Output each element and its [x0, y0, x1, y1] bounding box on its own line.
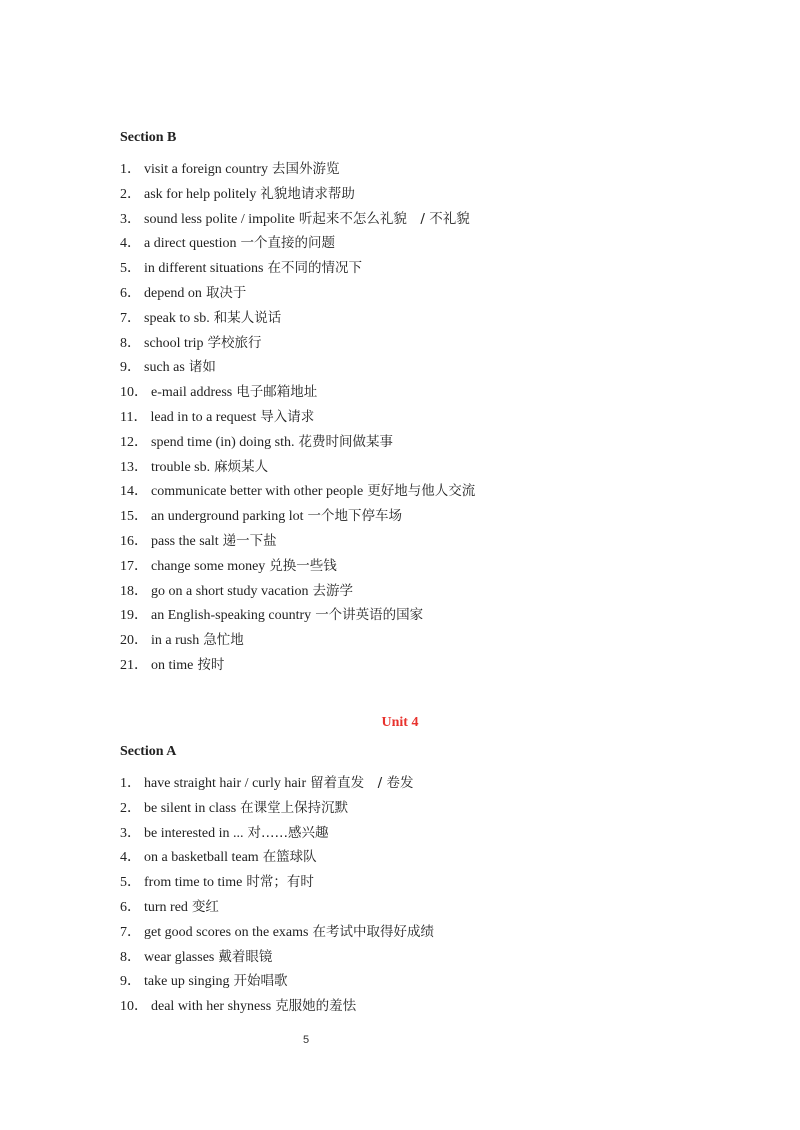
item-number: 19．	[120, 608, 148, 624]
english-phrase: deal with her shyness	[151, 999, 272, 1015]
chinese-translation: 去国外游览	[272, 161, 340, 177]
chinese-translation: 听起来不怎么礼貌 / 不礼貌	[298, 210, 470, 227]
english-phrase: a direct question	[144, 236, 237, 252]
chinese-translation: 克服她的羞怯	[275, 998, 357, 1015]
item-number: 16．	[120, 533, 148, 549]
chinese-translation: 开始唱歌	[233, 973, 288, 990]
english-phrase: ask for help politely	[144, 186, 257, 202]
chinese-translation: 礼貌地请求帮助	[260, 185, 355, 202]
english-phrase: from time to time	[144, 875, 243, 891]
list-item	[120, 457, 475, 482]
english-phrase: an underground parking lot	[151, 509, 304, 525]
chinese-translation: 学校旅行	[207, 334, 262, 351]
chinese-translation: 对……感兴趣	[247, 824, 329, 841]
list-item	[120, 605, 475, 630]
chinese-translation: 一个地下停车场	[307, 508, 403, 525]
list-item	[120, 481, 475, 506]
item-number: 1．	[120, 776, 141, 791]
list-item	[120, 333, 475, 358]
chinese-translation: 递一下盐	[222, 532, 277, 549]
list-item	[120, 184, 475, 209]
list-item	[120, 407, 475, 432]
chinese-translation: 在课堂上保持沉默	[240, 799, 349, 816]
english-phrase: school trip	[144, 335, 204, 351]
list-item	[120, 283, 475, 308]
section-b-phrase-list	[120, 159, 475, 680]
chinese-translation: 更好地与他人交流	[367, 483, 476, 500]
list-item	[120, 556, 475, 581]
item-number: 5．	[120, 261, 141, 277]
item-number: 10．	[120, 999, 148, 1015]
english-phrase: be silent in class	[144, 800, 237, 816]
english-phrase: such as	[144, 360, 185, 376]
chinese-translation: 一个直接的问题	[240, 235, 336, 252]
item-number: 2．	[120, 800, 141, 816]
english-phrase: turn red	[144, 899, 188, 915]
list-item	[120, 630, 475, 655]
section-b-heading: Section B	[120, 130, 177, 145]
english-phrase: communicate better with other people	[151, 484, 364, 500]
list-item	[120, 823, 434, 848]
english-phrase: get good scores on the exams	[144, 924, 309, 940]
chinese-translation: 一个讲英语的国家	[315, 607, 424, 624]
list-item	[120, 159, 475, 184]
english-phrase: spend time (in) doing sth.	[151, 434, 295, 450]
chinese-translation: 电子邮箱地址	[236, 384, 318, 401]
chinese-translation: 诸如	[188, 359, 216, 376]
item-number: 15．	[120, 509, 148, 525]
english-phrase: on time	[151, 657, 194, 673]
chinese-translation: 在篮球队	[262, 849, 317, 866]
item-number: 3．	[120, 211, 141, 227]
item-number: 1．	[120, 162, 141, 177]
list-item	[120, 506, 475, 531]
english-phrase: depend on	[144, 285, 202, 301]
english-phrase: be interested in ...	[144, 825, 244, 841]
section-a-heading: Section A	[120, 744, 177, 759]
item-number: 7．	[120, 924, 141, 940]
item-number: 12．	[120, 434, 148, 450]
section-a-phrase-list	[120, 773, 434, 1021]
english-phrase: on a basketball team	[144, 850, 259, 866]
list-item	[120, 971, 434, 996]
item-number: 6．	[120, 285, 141, 301]
item-number: 4．	[120, 850, 141, 866]
english-phrase: pass the salt	[151, 533, 219, 549]
list-item	[120, 233, 475, 258]
english-phrase: change some money	[151, 558, 266, 574]
chinese-translation: 按时	[197, 656, 225, 673]
chinese-translation: 留着直发 / 卷发	[310, 775, 414, 791]
item-number: 9．	[120, 974, 141, 990]
chinese-translation: 戴着眼镜	[218, 948, 273, 965]
list-item	[120, 209, 475, 234]
list-item	[120, 798, 434, 823]
list-item	[120, 996, 434, 1021]
item-number: 3．	[120, 825, 141, 841]
english-phrase: go on a short study vacation	[151, 583, 309, 599]
list-item	[120, 897, 434, 922]
list-item	[120, 947, 434, 972]
english-phrase: wear glasses	[144, 949, 215, 965]
english-phrase: in different situations	[144, 261, 264, 277]
chinese-translation: 急忙地	[203, 632, 244, 649]
item-number: 8．	[120, 335, 141, 351]
list-item	[120, 308, 475, 333]
list-item	[120, 922, 434, 947]
chinese-translation: 和某人说话	[213, 309, 282, 326]
page-number: 5	[302, 1034, 310, 1046]
item-number: 11．	[120, 409, 148, 425]
item-number: 9．	[120, 360, 141, 376]
chinese-translation: 时常；有时	[246, 874, 314, 891]
item-number: 5．	[120, 875, 141, 891]
english-phrase: in a rush	[151, 633, 200, 649]
item-number: 17．	[120, 558, 148, 574]
chinese-translation: 麻烦某人	[214, 458, 269, 475]
english-phrase: sound less polite / impolite	[144, 211, 295, 227]
english-phrase: lead in to a request	[150, 409, 257, 425]
list-item	[120, 773, 434, 798]
english-phrase: an English-speaking country	[151, 608, 312, 624]
chinese-translation: 兑换一些钱	[269, 557, 337, 574]
item-number: 21．	[120, 657, 148, 673]
english-phrase: speak to sb.	[144, 310, 210, 326]
list-item	[120, 531, 475, 556]
item-number: 6．	[120, 899, 141, 915]
list-item	[120, 581, 475, 606]
chinese-translation: 在考试中取得好成绩	[312, 923, 434, 940]
chinese-translation: 取决于	[205, 284, 247, 301]
chinese-translation: 去游学	[312, 582, 353, 599]
list-item	[120, 655, 475, 680]
english-phrase: take up singing	[144, 974, 230, 990]
item-number: 8．	[120, 949, 141, 965]
item-number: 20．	[120, 633, 148, 649]
english-phrase: trouble sb.	[151, 459, 211, 475]
english-phrase: visit a foreign country	[144, 162, 269, 177]
english-phrase: have straight hair / curly hair	[144, 776, 307, 791]
list-item	[120, 872, 434, 897]
item-number: 4．	[120, 236, 141, 252]
item-number: 2．	[120, 186, 141, 202]
item-number: 18．	[120, 583, 148, 599]
item-number: 7．	[120, 310, 141, 326]
item-number: 13．	[120, 459, 148, 475]
item-number: 14．	[120, 484, 148, 500]
chinese-translation: 变红	[191, 898, 219, 915]
chinese-translation: 花费时间做某事	[298, 433, 393, 450]
list-item	[120, 357, 475, 382]
list-item	[120, 847, 434, 872]
list-item	[120, 258, 475, 283]
list-item	[120, 432, 475, 457]
english-phrase: e-mail address	[151, 385, 233, 401]
unit-title: Unit 4	[381, 715, 419, 730]
list-item	[120, 382, 475, 407]
chinese-translation: 在不同的情况下	[267, 260, 362, 277]
chinese-translation: 导入请求	[260, 408, 315, 425]
item-number: 10．	[120, 385, 148, 401]
